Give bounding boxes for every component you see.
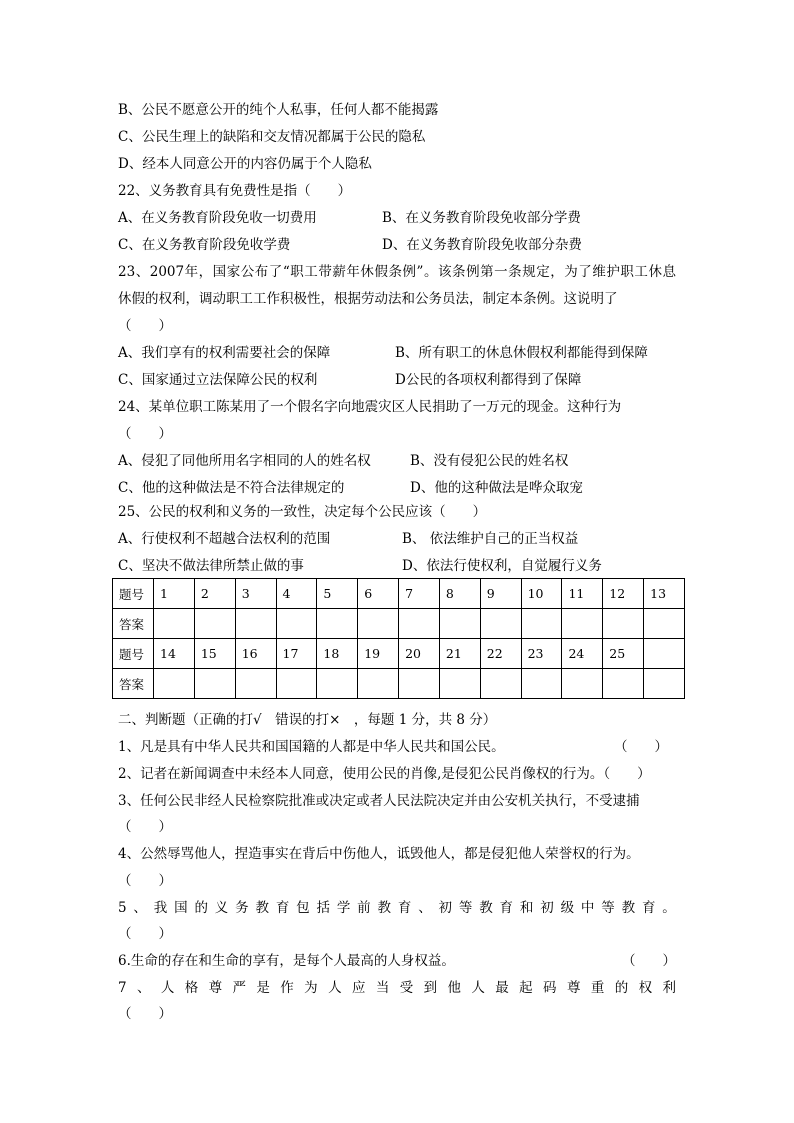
q22-options-ab xyxy=(118,209,581,227)
q25-option-a: A、行使权利不超越合法权利的范围 xyxy=(118,531,331,547)
q22-option-c: C、在义务教育阶段免收学费 xyxy=(118,237,291,253)
tf-item-2: 2、记者在新闻调查中未经本人同意，使用公民的肖像,是侵犯公民肖像权的行为。（ ） xyxy=(118,766,651,782)
answer-cell[interactable] xyxy=(603,669,644,699)
question-number-cell: 14 xyxy=(154,639,195,669)
question-number-cell: 9 xyxy=(480,579,521,609)
q24-answer-blank: （ ） xyxy=(118,426,172,442)
answer-cell[interactable] xyxy=(562,609,603,639)
answer-cell[interactable] xyxy=(194,669,235,699)
q25-options-ab xyxy=(118,530,579,548)
answer-table-answer-row-1 xyxy=(113,609,685,639)
answer-table-answer-row-2 xyxy=(113,669,685,699)
answer-table xyxy=(112,578,685,699)
q23-options-cd xyxy=(118,371,582,389)
q23-option-d: D公民的各项权利都得到了保障 xyxy=(395,372,582,388)
answer-cell[interactable] xyxy=(194,609,235,639)
q25-options-cd xyxy=(118,557,602,575)
tf-item-1-text: 1、凡是具有中华人民共和国国籍的人都是中华人民共和国公民。 xyxy=(118,739,505,755)
q24-option-c: C、他的这种做法是不符合法律规定的 xyxy=(118,480,345,496)
answer-cell[interactable] xyxy=(439,669,480,699)
q24-options-cd xyxy=(118,479,583,497)
answer-label: 答案 xyxy=(113,669,154,699)
q22-option-d: D、在义务教育阶段免收部分杂费 xyxy=(382,237,582,253)
answer-cell[interactable] xyxy=(644,669,685,699)
tf-item-4-text: 4、公然辱骂他人，捏造事实在背后中伤他人，诋毁他人，都是侵犯他人荣誉权的行为。 xyxy=(118,846,640,862)
q22-options-cd xyxy=(118,236,582,254)
number-label: 题号 xyxy=(113,579,154,609)
q25-option-c: C、坚决不做法律所禁止做的事 xyxy=(118,558,304,574)
answer-table-number-row-1 xyxy=(113,579,685,609)
answer-cell[interactable] xyxy=(235,669,276,699)
q24-option-a: A、侵犯了同他所用名字相同的人的姓名权 xyxy=(118,453,371,469)
tf-item-6-text: 6.生命的存在和生命的享有，是每个人最高的人身权益。 xyxy=(118,953,455,969)
question-number-cell: 3 xyxy=(235,579,276,609)
tf-item-4-blank[interactable]: （ ） xyxy=(118,873,172,889)
question-number-cell: 4 xyxy=(276,579,317,609)
tf-item-3-blank[interactable]: （ ） xyxy=(118,819,172,835)
answer-cell[interactable] xyxy=(399,609,440,639)
question-number-cell: 24 xyxy=(562,639,603,669)
question-number-cell: 5 xyxy=(317,579,358,609)
answer-cell[interactable] xyxy=(521,609,562,639)
question-number-cell: 22 xyxy=(480,639,521,669)
answer-cell[interactable] xyxy=(154,669,195,699)
question-number-cell: 15 xyxy=(194,639,235,669)
answer-cell[interactable] xyxy=(439,609,480,639)
question-number-cell: 16 xyxy=(235,639,276,669)
tf-item-5-text: 5、我国的义务教育包括学前教育、初等教育和初级中等教育。 xyxy=(118,900,676,916)
question-number-cell: 19 xyxy=(358,639,399,669)
question-number-cell: 2 xyxy=(194,579,235,609)
question-number-cell: 18 xyxy=(317,639,358,669)
tf-item-1-blank[interactable]: （ ） xyxy=(614,739,668,755)
q23-stem-line1: 23、2007年，国家公布了“职工带薪年休假条例”。该条例第一条规定，为了维护职工休息 xyxy=(118,264,676,280)
answer-cell[interactable] xyxy=(276,669,317,699)
q23-options-ab xyxy=(118,344,648,362)
question-number-cell: 17 xyxy=(276,639,317,669)
question-number-cell: 25 xyxy=(603,639,644,669)
question-number-cell: 23 xyxy=(521,639,562,669)
question-number-cell: 6 xyxy=(358,579,399,609)
tf-item-5-blank[interactable]: （ ） xyxy=(118,926,172,942)
answer-cell[interactable] xyxy=(317,669,358,699)
tf-item-7-text: 7、人格尊严是作为人应当受到他人最起码尊重的权利 xyxy=(118,980,676,996)
answer-cell[interactable] xyxy=(317,609,358,639)
question-number-cell: 7 xyxy=(399,579,440,609)
answer-cell[interactable] xyxy=(358,669,399,699)
q23-stem-line2: 休假的权利，调动职工工作积极性，根据劳动法和公务员法，制定本条例。这说明了 xyxy=(118,291,618,307)
q21-option-b: B、公民不愿意公开的纯个人私事，任何人都不能揭露 xyxy=(118,102,439,118)
answer-cell[interactable] xyxy=(480,669,521,699)
q24-stem: 24、某单位职工陈某用了一个假名字向地震灾区人民捐助了一万元的现金。这种行为 xyxy=(118,399,622,415)
q24-option-b: B、没有侵犯公民的姓名权 xyxy=(410,453,569,469)
question-number-cell: 20 xyxy=(399,639,440,669)
answer-cell[interactable] xyxy=(154,609,195,639)
question-number-cell: 11 xyxy=(562,579,603,609)
tf-item-1 xyxy=(118,738,668,756)
question-number-cell: 12 xyxy=(603,579,644,609)
q25-option-b: B、 依法维护自己的正当权益 xyxy=(402,531,579,547)
question-number-cell: 21 xyxy=(439,639,480,669)
answer-cell[interactable] xyxy=(562,669,603,699)
question-number-cell: 10 xyxy=(521,579,562,609)
answer-table-number-row-2 xyxy=(113,639,685,669)
question-number-cell: 13 xyxy=(644,579,685,609)
answer-cell[interactable] xyxy=(521,669,562,699)
answer-cell[interactable] xyxy=(399,669,440,699)
q23-answer-blank: （ ） xyxy=(118,318,172,334)
tf-item-6-blank[interactable]: （ ） xyxy=(622,953,676,969)
question-number-cell: 8 xyxy=(439,579,480,609)
answer-cell[interactable] xyxy=(480,609,521,639)
q24-options-ab xyxy=(118,452,569,470)
q24-option-d: D、他的这种做法是哗众取宠 xyxy=(410,480,583,496)
q22-option-a: A、在义务教育阶段免收一切费用 xyxy=(118,210,317,226)
q21-option-d: D、经本人同意公开的内容仍属于个人隐私 xyxy=(118,156,372,172)
q22-option-b: B、在义务教育阶段免收部分学费 xyxy=(382,210,581,226)
question-number-cell xyxy=(644,639,685,669)
number-label: 题号 xyxy=(113,639,154,669)
q25-stem: 25、公民的权利和义务的一致性，决定每个公民应该（ ） xyxy=(118,504,487,520)
answer-cell[interactable] xyxy=(235,609,276,639)
answer-cell[interactable] xyxy=(276,609,317,639)
tf-item-3-text: 3、任何公民非经人民检察院批准或决定或者人民法院决定并由公安机关执行，不受逮捕 xyxy=(118,793,640,809)
q23-option-c: C、国家通过立法保障公民的权利 xyxy=(118,372,318,388)
section2-heading: 二、判断题（正确的打√ 错误的打× ，每题 1 分，共 8 分） xyxy=(118,712,497,728)
q21-option-c: C、公民生理上的缺陷和交友情况都属于公民的隐私 xyxy=(118,129,426,145)
q22-stem: 22、义务教育具有免费性是指（ ） xyxy=(118,183,352,199)
q23-option-b: B、所有职工的休息休假权利都能得到保障 xyxy=(395,345,648,361)
tf-item-7-blank[interactable]: （ ） xyxy=(118,1006,172,1022)
q25-option-d: D、依法行使权利，自觉履行义务 xyxy=(402,558,602,574)
answer-cell[interactable] xyxy=(644,609,685,639)
q23-option-a: A、我们享有的权利需要社会的保障 xyxy=(118,345,331,361)
answer-cell[interactable] xyxy=(603,609,644,639)
answer-label: 答案 xyxy=(113,609,154,639)
question-number-cell: 1 xyxy=(154,579,195,609)
answer-cell[interactable] xyxy=(358,609,399,639)
tf-item-6 xyxy=(118,952,676,970)
